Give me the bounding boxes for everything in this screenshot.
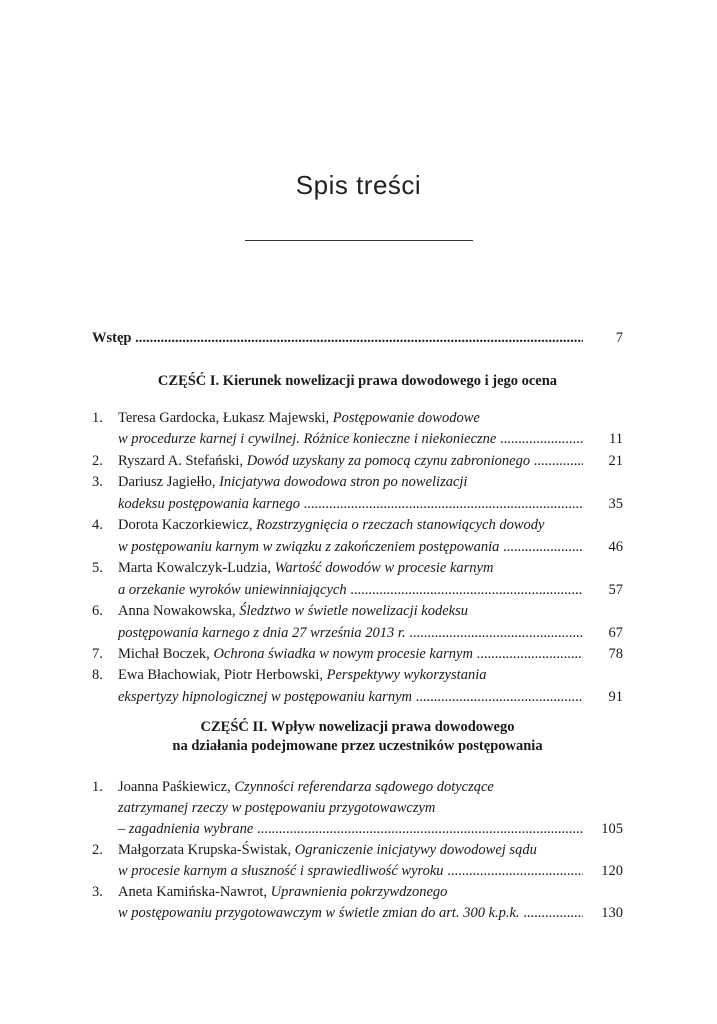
toc-entry-number: 8. xyxy=(92,667,103,683)
toc-page-number: 105 xyxy=(601,821,623,837)
part-1-heading: CZĘŚĆ I. Kierunek nowelizacji prawa dowodowego i jego ocena xyxy=(157,373,558,389)
toc-entry-title: Rozstrzygnięcia o rzeczach stanowiących dowody xyxy=(256,517,545,533)
toc-entry-2-1-cont2[interactable] xyxy=(92,819,623,839)
toc-entry-number: 7. xyxy=(92,646,103,662)
toc-entry-1-3-cont[interactable] xyxy=(92,494,623,514)
toc-entry-title: Ograniczenie inicjatywy dowodowej sądu xyxy=(294,842,537,858)
toc-entry-number: 6. xyxy=(92,603,103,619)
toc-page-number: 130 xyxy=(601,905,623,921)
toc-entry-title: Czynności referendarza sądowego dotyczące xyxy=(234,779,494,795)
toc-entry-title: Śledztwo w świetle nowelizacji kodeksu xyxy=(239,603,468,619)
part-2-heading-line-1: CZĘŚĆ II. Wpływ nowelizacji prawa dowodowego xyxy=(200,719,515,735)
toc-entry-1-1[interactable] xyxy=(92,408,623,428)
toc-entry-1-6[interactable] xyxy=(92,601,623,621)
toc-entry-number: 2. xyxy=(92,453,103,469)
toc-entry-2-1[interactable] xyxy=(92,777,623,797)
toc-entry-1-3[interactable] xyxy=(92,472,623,492)
toc-entry-1-8-cont[interactable] xyxy=(92,687,623,707)
toc-entry-title: Ochrona świadka w nowym procesie karnym xyxy=(213,646,473,662)
toc-entry-number: 2. xyxy=(92,842,103,858)
toc-page-number: 7 xyxy=(615,330,623,346)
toc-entry-number: 4. xyxy=(92,517,103,533)
toc-page-number: 120 xyxy=(601,863,623,879)
toc-entry-title: w postępowaniu karnym w związku z zakończeniem postępowania xyxy=(118,539,500,555)
page-title: Spis treści xyxy=(295,170,422,200)
toc-entry-title: Postępowanie dowodowe xyxy=(332,410,480,426)
toc-entry-author: Marta Kowalczyk-Ludzia, xyxy=(118,560,275,576)
toc-entry-author: Michał Boczek, xyxy=(118,646,214,662)
toc-entry-title: w procesie karnym a słuszność i sprawiedliwość wyroku xyxy=(118,863,444,879)
toc-entry-1-5-cont[interactable] xyxy=(92,580,623,600)
toc-entry-author: Joanna Paśkiewicz, xyxy=(118,779,235,795)
toc-entry-title: Inicjatywa dowodowa stron po nowelizacji xyxy=(219,474,468,490)
toc-page-number: 21 xyxy=(608,453,623,469)
toc-entry-author: Anna Nowakowska, xyxy=(118,603,240,619)
toc-entry-1-8[interactable] xyxy=(92,665,623,685)
toc-entry-number: 1. xyxy=(92,779,103,795)
toc-page-number: 57 xyxy=(608,582,623,598)
toc-entry-number: 3. xyxy=(92,884,103,900)
toc-entry-title: w procedurze karnej i cywilnej. Różnice konieczne i niekonieczne xyxy=(118,431,497,447)
title-divider xyxy=(245,240,473,241)
toc-entry-1-5[interactable] xyxy=(92,558,623,578)
toc-entry-2-3-cont[interactable] xyxy=(92,903,623,923)
toc-entry-title: – zagadnienia wybrane xyxy=(118,821,254,837)
toc-entry-2-2-cont[interactable] xyxy=(92,861,623,881)
toc-entry-2-3[interactable] xyxy=(92,882,623,902)
toc-entry-1-4[interactable] xyxy=(92,515,623,535)
toc-entry-author: Teresa Gardocka, Łukasz Majewski, xyxy=(118,410,333,426)
toc-entry-author: Dorota Kaczorkiewicz, xyxy=(118,517,257,533)
toc-page-number: 78 xyxy=(608,646,623,662)
toc-page-number: 46 xyxy=(608,539,623,555)
toc-entry-title: Perspektywy wykorzystania xyxy=(326,667,487,683)
toc-entry-number: 5. xyxy=(92,560,103,576)
toc-entry-author: Aneta Kamińska-Nawrot, xyxy=(118,884,271,900)
toc-entry-1-2[interactable] xyxy=(92,451,623,471)
toc-entry-title: postępowania karnego z dnia 27 września 2013 r. xyxy=(118,625,406,641)
toc-entry-title: Wartość dowodów w procesie karnym xyxy=(274,560,494,576)
toc-entry-1-1-cont[interactable] xyxy=(92,429,623,449)
toc-page-number: 91 xyxy=(608,689,623,705)
toc-entry-title: Dowód uzyskany za pomocą czynu zabronionego xyxy=(246,453,531,469)
toc-entry-1-4-cont[interactable] xyxy=(92,537,623,557)
toc-entry-intro[interactable] xyxy=(92,328,623,348)
toc-page-number: 11 xyxy=(609,431,623,447)
toc-entry-title: w postępowaniu przygotowawczym w świetle zmian do art. 300 k.p.k. xyxy=(118,905,520,921)
toc-entry-2-2[interactable] xyxy=(92,840,623,860)
toc-entry-2-1-cont[interactable] xyxy=(92,798,623,818)
part-2-heading-line-2: na działania podejmowane przez uczestników postępowania xyxy=(172,738,543,754)
toc-entry-label: Wstęp ..... xyxy=(92,328,583,348)
toc-entry-author: Ewa Błachowiak, Piotr Herbowski, xyxy=(118,667,327,683)
toc-entry-title: a orzekanie wyroków uniewinniających xyxy=(118,582,347,598)
toc-entry-number: 3. xyxy=(92,474,103,490)
toc-entry-author: Małgorzata Krupska-Świstak, xyxy=(118,842,295,858)
toc-entry-1-7[interactable] xyxy=(92,644,623,664)
toc-page-number: 35 xyxy=(608,496,623,512)
toc-entry-title: kodeksu postępowania karnego xyxy=(118,496,301,512)
toc-entry-author: Dariusz Jagiełło, xyxy=(118,474,220,490)
toc-entry-title: zatrzymanej rzeczy w postępowaniu przygotowawczym xyxy=(118,800,436,816)
toc-entry-title: Uprawnienia pokrzywdzonego xyxy=(270,884,448,900)
toc-entry-title: ekspertyzy hipnologicznej w postępowaniu karnym xyxy=(118,689,412,705)
toc-page-number: 67 xyxy=(608,625,623,641)
toc-entry-number: 1. xyxy=(92,410,103,426)
toc-entry-author: Ryszard A. Stefański, xyxy=(118,453,247,469)
toc-entry-1-6-cont[interactable] xyxy=(92,623,623,643)
